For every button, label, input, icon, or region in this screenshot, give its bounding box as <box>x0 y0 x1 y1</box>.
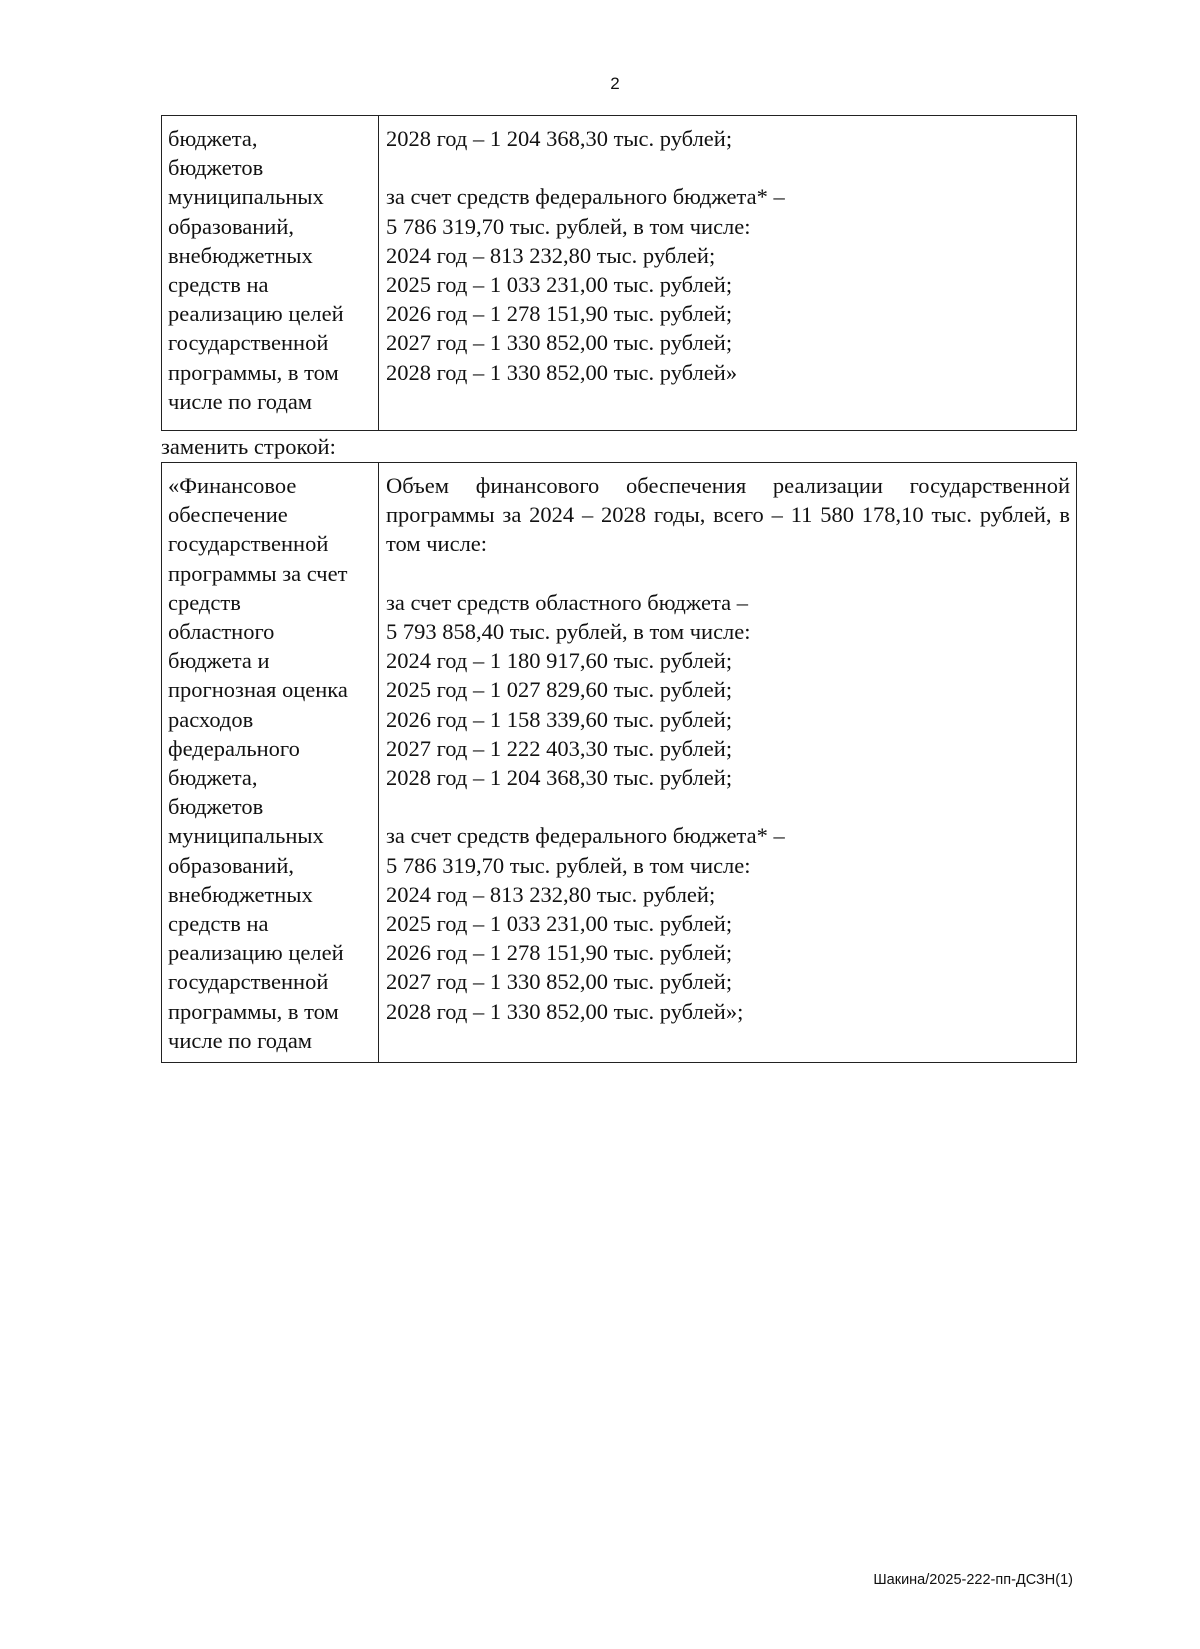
new-value-line: 2028 год – 1 204 368,30 тыс. рублей; <box>386 765 733 791</box>
new-value-line: 5 793 858,40 тыс. рублей, в том числе: <box>386 619 751 644</box>
new-label-line: прогнозная оценка <box>168 677 348 703</box>
new-label-line: областного <box>168 619 275 645</box>
new-label-line: средств на <box>168 911 269 937</box>
new-label-line: числе по годам <box>168 1027 313 1053</box>
new-value-line: 2026 год – 1 278 151,90 тыс. рублей; <box>386 940 733 966</box>
replace-instruction: заменить строкой: <box>161 434 336 459</box>
new-label-line: бюджета и <box>168 648 270 674</box>
new-value-line: 2027 год – 1 222 403,30 тыс. рублей; <box>386 735 733 761</box>
old-row-label-cell <box>162 116 379 431</box>
old-label-line: образований, <box>168 213 295 239</box>
blank-line <box>386 792 1070 821</box>
blank-line <box>386 559 1070 588</box>
new-value-line: 5 786 319,70 тыс. рублей, в том числе: <box>386 852 751 878</box>
old-label-line: средств на <box>168 272 269 298</box>
new-label-line: бюджета, <box>168 765 258 791</box>
financing-total-paragraph: Объем финансового обеспечения реализации государственной программы за 2024 – 2028 годы, всего – 11 580 178,10 тыс. рублей, в том числе: <box>386 473 1070 557</box>
old-label-line: бюджетов <box>168 155 264 181</box>
new-label-line: программы, в том <box>168 998 339 1024</box>
new-value-line: 2024 год – 1 180 917,60 тыс. рублей; <box>386 648 733 674</box>
old-value-line: 2028 год – 1 330 852,00 тыс. рублей» <box>386 359 738 385</box>
new-value-line: 2025 год – 1 033 231,00 тыс. рублей; <box>386 911 733 937</box>
new-row-value-cell <box>379 463 1077 1063</box>
old-value-line: 2025 год – 1 033 231,00 тыс. рублей; <box>386 272 733 297</box>
old-label-line: реализацию целей <box>168 301 344 327</box>
new-value-line: за счет средств областного бюджета – <box>386 589 749 615</box>
new-label-line: обеспечение <box>168 502 288 528</box>
new-label-line: внебюджетных <box>168 881 313 907</box>
new-label-line: федерального <box>168 735 300 761</box>
old-label-line: программы, в том <box>168 359 339 385</box>
old-label-line: государственной <box>168 330 329 356</box>
document-reference: Шакина/2025-222-пп-ДСЗН(1) <box>873 1572 1073 1588</box>
new-value-line: 2024 год – 813 232,80 тыс. рублей; <box>386 881 716 907</box>
blank-line <box>386 153 1070 182</box>
new-value-line: 2027 год – 1 330 852,00 тыс. рублей; <box>386 969 733 995</box>
new-label-line: муниципальных <box>168 823 324 849</box>
old-value-line: 5 786 319,70 тыс. рублей, в том числе: <box>386 213 751 239</box>
new-value-line: за счет средств федерального бюджета* – <box>386 823 785 849</box>
old-value-line: 2024 год – 813 232,80 тыс. рублей; <box>386 242 716 268</box>
old-value-line: 2028 год – 1 204 368,30 тыс. рублей; <box>386 126 733 151</box>
old-value-line: 2027 год – 1 330 852,00 тыс. рублей; <box>386 330 733 356</box>
new-label-line: программы за счет <box>168 560 348 586</box>
old-row-table <box>161 115 1077 431</box>
new-label-line: государственной <box>168 969 329 995</box>
page-number: 2 <box>610 74 620 93</box>
new-value-line: 2028 год – 1 330 852,00 тыс. рублей»; <box>386 998 744 1024</box>
new-row-table <box>161 462 1077 1063</box>
new-label-line: средств <box>168 589 241 615</box>
new-label-line: образований, <box>168 852 295 878</box>
old-label-line: числе по годам <box>168 388 313 414</box>
new-label-line: реализацию целей <box>168 940 344 966</box>
old-row-value-cell <box>379 116 1077 431</box>
new-label-line: бюджетов <box>168 794 264 820</box>
old-value-line: за счет средств федерального бюджета* – <box>386 184 785 210</box>
old-label-line: внебюджетных <box>168 242 313 268</box>
old-label-line: бюджета, <box>168 126 258 151</box>
old-value-line: 2026 год – 1 278 151,90 тыс. рублей; <box>386 301 733 327</box>
new-value-line: 2026 год – 1 158 339,60 тыс. рублей; <box>386 706 733 732</box>
new-label-line: государственной <box>168 531 329 557</box>
new-label-line: «Финансовое <box>168 473 297 498</box>
old-label-line: муниципальных <box>168 184 324 210</box>
new-value-line: 2025 год – 1 027 829,60 тыс. рублей; <box>386 677 733 703</box>
new-label-line: расходов <box>168 706 254 732</box>
new-row-label-cell <box>162 463 379 1063</box>
